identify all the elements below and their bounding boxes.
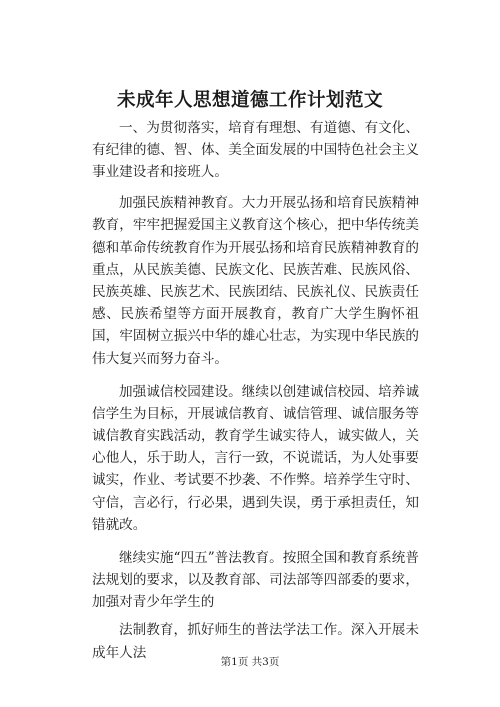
page-indicator: 第1页 共3页 [220, 656, 280, 668]
paragraph-intro: 一、为贯彻落实，培育有理想、有道德、有文化、有纪律的德、智、体、美全面发展的中国特色社会主义事业建设者和接班人。 [92, 120, 419, 181]
paragraph-national-spirit: 加强民族精神教育。大力开展弘扬和培育民族精神教育，牢牢把握爱国主义教育这个核心，把中华传统美德和革命传统教育作为开展弘扬和培育民族精神教育的重点，从民族美德、民族文化、民族苦难、民族风俗、民族英雄、民族艺术、民族团结、民族礼仪、民族责任感、民族希望等方面开展教育，教育广大学生胸怀祖国，牢固树立振兴中华的雄心壮志，为实现中华民族的伟大复兴而努力奋斗。 [92, 195, 419, 367]
paragraph-integrity-campus: 加强诚信校园建设。继续以创建诚信校园、培养诚信学生为目标，开展诚信教育、诚信管理、诚信服务等诚信教育实践活动，教育学生诚实待人，诚实做人，关心他人，乐于助人，言行一致，不说谎话，为人处事要诚实，作业、考试要不抄袭、不作弊。培养学生守时、守信，言必行，行必果，遇到失误，勇于承担责任，知错就改。 [92, 383, 419, 533]
paragraph-legal-education-continued: 法制教育，抓好师生的普法学法工作。深入开展未成年人法 [92, 622, 419, 661]
document-body [92, 117, 419, 672]
document-title: 未成年人思想道德工作计划范文 [116, 90, 383, 111]
paragraph-legal-education: 继续实施“四五”普法教育。按照全国和教育系统普法规划的要求，以及教育部、司法部等四部委的要求，加强对青少年学生的 [92, 549, 419, 611]
